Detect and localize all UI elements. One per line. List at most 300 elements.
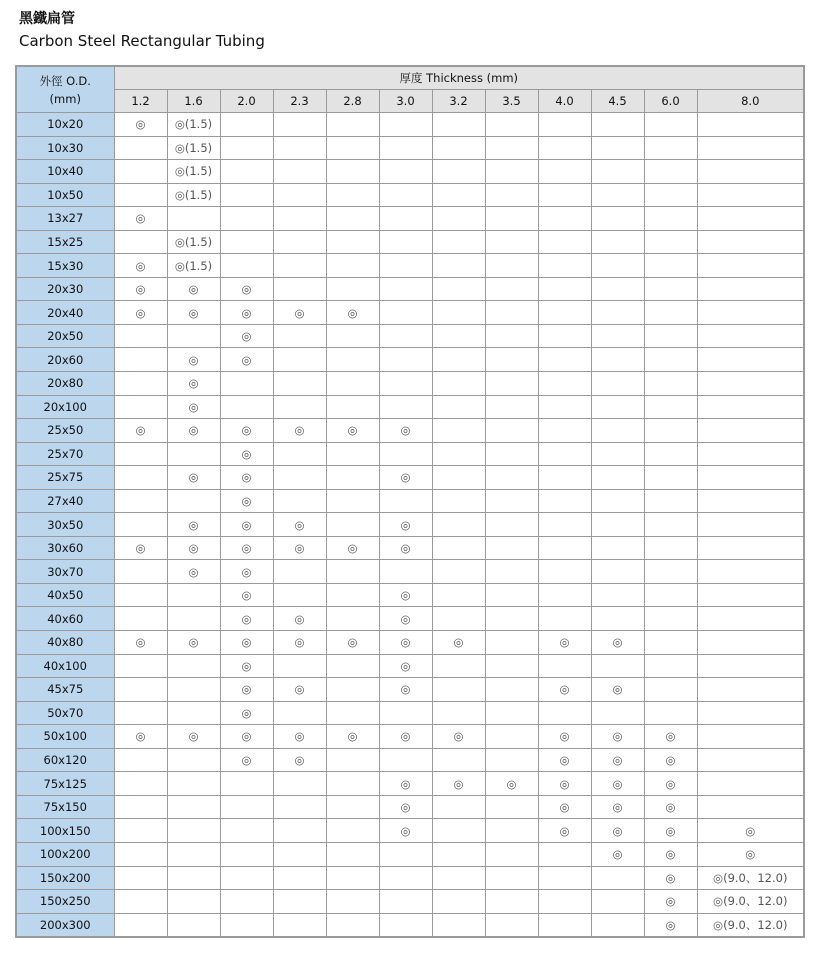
empty-cell bbox=[485, 536, 538, 560]
table-row bbox=[16, 819, 804, 843]
thickness-column-header: 3.5 bbox=[485, 90, 538, 113]
empty-cell bbox=[591, 113, 644, 137]
availability-mark: ◎(9.0、12.0) bbox=[697, 890, 804, 914]
empty-cell bbox=[432, 395, 485, 419]
availability-mark: ◎ bbox=[273, 536, 326, 560]
empty-cell bbox=[432, 230, 485, 254]
table-row bbox=[16, 654, 804, 678]
empty-cell bbox=[273, 324, 326, 348]
empty-cell bbox=[591, 183, 644, 207]
table-row bbox=[16, 536, 804, 560]
empty-cell bbox=[644, 277, 697, 301]
table-row bbox=[16, 701, 804, 725]
availability-mark: ◎ bbox=[644, 819, 697, 843]
empty-cell bbox=[167, 890, 220, 914]
table-body bbox=[16, 113, 804, 937]
availability-mark: ◎ bbox=[220, 725, 273, 749]
empty-cell bbox=[697, 560, 804, 584]
empty-cell bbox=[379, 372, 432, 396]
empty-cell bbox=[432, 701, 485, 725]
empty-cell bbox=[538, 442, 591, 466]
empty-cell bbox=[644, 442, 697, 466]
empty-cell bbox=[591, 866, 644, 890]
empty-cell bbox=[697, 372, 804, 396]
empty-cell bbox=[432, 866, 485, 890]
empty-cell bbox=[591, 654, 644, 678]
empty-cell bbox=[326, 466, 379, 490]
availability-mark: ◎ bbox=[644, 772, 697, 796]
empty-cell bbox=[114, 324, 167, 348]
empty-cell bbox=[379, 207, 432, 231]
empty-cell bbox=[114, 513, 167, 537]
empty-cell bbox=[485, 348, 538, 372]
availability-mark: ◎ bbox=[326, 631, 379, 655]
empty-cell bbox=[379, 113, 432, 137]
availability-mark: ◎ bbox=[591, 795, 644, 819]
empty-cell bbox=[538, 560, 591, 584]
empty-cell bbox=[485, 583, 538, 607]
empty-cell bbox=[379, 254, 432, 278]
empty-cell bbox=[114, 607, 167, 631]
empty-cell bbox=[538, 583, 591, 607]
empty-cell bbox=[644, 631, 697, 655]
empty-cell bbox=[167, 678, 220, 702]
empty-cell bbox=[114, 748, 167, 772]
table-row bbox=[16, 913, 804, 937]
empty-cell bbox=[326, 372, 379, 396]
empty-cell bbox=[538, 207, 591, 231]
empty-cell bbox=[644, 324, 697, 348]
od-cell: 20x50 bbox=[16, 324, 114, 348]
od-cell: 45x75 bbox=[16, 678, 114, 702]
thickness-column-header: 1.2 bbox=[114, 90, 167, 113]
empty-cell bbox=[697, 207, 804, 231]
empty-cell bbox=[485, 678, 538, 702]
empty-cell bbox=[273, 560, 326, 584]
empty-cell bbox=[273, 466, 326, 490]
availability-mark: ◎ bbox=[220, 560, 273, 584]
empty-cell bbox=[273, 654, 326, 678]
empty-cell bbox=[220, 113, 273, 137]
empty-cell bbox=[538, 324, 591, 348]
empty-cell bbox=[485, 183, 538, 207]
empty-cell bbox=[273, 136, 326, 160]
empty-cell bbox=[697, 348, 804, 372]
empty-cell bbox=[485, 301, 538, 325]
empty-cell bbox=[538, 654, 591, 678]
empty-cell bbox=[379, 842, 432, 866]
empty-cell bbox=[220, 913, 273, 937]
availability-mark: ◎ bbox=[167, 301, 220, 325]
empty-cell bbox=[538, 913, 591, 937]
availability-mark: ◎ bbox=[538, 795, 591, 819]
empty-cell bbox=[538, 536, 591, 560]
empty-cell bbox=[591, 324, 644, 348]
empty-cell bbox=[220, 136, 273, 160]
od-cell: 10x20 bbox=[16, 113, 114, 137]
od-cell: 50x100 bbox=[16, 725, 114, 749]
empty-cell bbox=[485, 748, 538, 772]
empty-cell bbox=[432, 113, 485, 137]
empty-cell bbox=[591, 513, 644, 537]
empty-cell bbox=[591, 160, 644, 184]
availability-mark: ◎ bbox=[538, 748, 591, 772]
empty-cell bbox=[591, 890, 644, 914]
empty-cell bbox=[538, 160, 591, 184]
od-cell: 100x150 bbox=[16, 819, 114, 843]
empty-cell bbox=[644, 513, 697, 537]
availability-mark: ◎ bbox=[114, 207, 167, 231]
thickness-column-header: 8.0 bbox=[697, 90, 804, 113]
table-header bbox=[16, 66, 804, 113]
empty-cell bbox=[432, 254, 485, 278]
availability-mark: ◎ bbox=[591, 842, 644, 866]
empty-cell bbox=[326, 160, 379, 184]
availability-mark: ◎ bbox=[220, 442, 273, 466]
empty-cell bbox=[432, 419, 485, 443]
empty-cell bbox=[326, 772, 379, 796]
empty-cell bbox=[326, 348, 379, 372]
table-row bbox=[16, 772, 804, 796]
table-row bbox=[16, 631, 804, 655]
empty-cell bbox=[644, 560, 697, 584]
table-row bbox=[16, 748, 804, 772]
empty-cell bbox=[432, 536, 485, 560]
availability-mark: ◎ bbox=[538, 725, 591, 749]
thickness-column-header: 2.3 bbox=[273, 90, 326, 113]
empty-cell bbox=[591, 913, 644, 937]
od-cell: 30x50 bbox=[16, 513, 114, 537]
empty-cell bbox=[485, 725, 538, 749]
od-cell: 75x150 bbox=[16, 795, 114, 819]
empty-cell bbox=[273, 489, 326, 513]
empty-cell bbox=[432, 819, 485, 843]
table-row bbox=[16, 513, 804, 537]
empty-cell bbox=[485, 207, 538, 231]
empty-cell bbox=[220, 842, 273, 866]
empty-cell bbox=[538, 842, 591, 866]
availability-mark: ◎ bbox=[167, 277, 220, 301]
empty-cell bbox=[167, 207, 220, 231]
od-cell: 10x30 bbox=[16, 136, 114, 160]
empty-cell bbox=[273, 442, 326, 466]
empty-cell bbox=[326, 748, 379, 772]
availability-mark: ◎ bbox=[220, 654, 273, 678]
availability-mark: ◎(9.0、12.0) bbox=[697, 866, 804, 890]
empty-cell bbox=[697, 489, 804, 513]
empty-cell bbox=[644, 207, 697, 231]
empty-cell bbox=[697, 442, 804, 466]
empty-cell bbox=[591, 419, 644, 443]
availability-mark: ◎ bbox=[538, 819, 591, 843]
od-cell: 150x200 bbox=[16, 866, 114, 890]
table-row bbox=[16, 583, 804, 607]
thickness-column-header: 3.0 bbox=[379, 90, 432, 113]
empty-cell bbox=[167, 654, 220, 678]
availability-mark: ◎ bbox=[220, 583, 273, 607]
empty-cell bbox=[273, 866, 326, 890]
availability-mark: ◎ bbox=[273, 607, 326, 631]
empty-cell bbox=[167, 701, 220, 725]
empty-cell bbox=[220, 795, 273, 819]
availability-mark: ◎ bbox=[273, 419, 326, 443]
empty-cell bbox=[114, 395, 167, 419]
empty-cell bbox=[485, 160, 538, 184]
availability-mark: ◎ bbox=[114, 277, 167, 301]
empty-cell bbox=[644, 301, 697, 325]
empty-cell bbox=[485, 795, 538, 819]
availability-mark: ◎ bbox=[379, 536, 432, 560]
empty-cell bbox=[644, 254, 697, 278]
title-chinese: 黑鐵扁管 bbox=[19, 11, 75, 27]
empty-cell bbox=[485, 466, 538, 490]
empty-cell bbox=[485, 560, 538, 584]
availability-mark: ◎ bbox=[538, 631, 591, 655]
availability-mark: ◎ bbox=[167, 536, 220, 560]
availability-mark: ◎ bbox=[326, 536, 379, 560]
empty-cell bbox=[538, 372, 591, 396]
empty-cell bbox=[538, 395, 591, 419]
empty-cell bbox=[644, 583, 697, 607]
spec-table bbox=[15, 65, 805, 938]
empty-cell bbox=[114, 560, 167, 584]
empty-cell bbox=[485, 842, 538, 866]
table-row bbox=[16, 607, 804, 631]
empty-cell bbox=[644, 678, 697, 702]
empty-cell bbox=[591, 348, 644, 372]
availability-mark: ◎ bbox=[220, 607, 273, 631]
od-cell: 100x200 bbox=[16, 842, 114, 866]
empty-cell bbox=[326, 607, 379, 631]
empty-cell bbox=[591, 466, 644, 490]
empty-cell bbox=[167, 583, 220, 607]
empty-cell bbox=[644, 230, 697, 254]
od-cell: 15x30 bbox=[16, 254, 114, 278]
empty-cell bbox=[379, 701, 432, 725]
table-row bbox=[16, 183, 804, 207]
empty-cell bbox=[644, 395, 697, 419]
empty-cell bbox=[591, 442, 644, 466]
empty-cell bbox=[379, 560, 432, 584]
empty-cell bbox=[326, 866, 379, 890]
availability-mark: ◎ bbox=[326, 725, 379, 749]
empty-cell bbox=[697, 183, 804, 207]
od-cell: 40x80 bbox=[16, 631, 114, 655]
empty-cell bbox=[644, 466, 697, 490]
empty-cell bbox=[697, 725, 804, 749]
availability-mark: ◎ bbox=[273, 301, 326, 325]
availability-mark: ◎ bbox=[538, 678, 591, 702]
empty-cell bbox=[114, 866, 167, 890]
empty-cell bbox=[114, 466, 167, 490]
empty-cell bbox=[697, 419, 804, 443]
empty-cell bbox=[697, 772, 804, 796]
empty-cell bbox=[167, 795, 220, 819]
empty-cell bbox=[326, 890, 379, 914]
empty-cell bbox=[326, 442, 379, 466]
availability-mark: ◎ bbox=[379, 678, 432, 702]
availability-mark: ◎ bbox=[114, 254, 167, 278]
empty-cell bbox=[114, 890, 167, 914]
empty-cell bbox=[644, 536, 697, 560]
availability-mark: ◎ bbox=[379, 607, 432, 631]
empty-cell bbox=[538, 348, 591, 372]
empty-cell bbox=[697, 277, 804, 301]
empty-cell bbox=[591, 583, 644, 607]
availability-mark: ◎ bbox=[114, 725, 167, 749]
table-row bbox=[16, 678, 804, 702]
od-cell: 25x50 bbox=[16, 419, 114, 443]
empty-cell bbox=[114, 795, 167, 819]
table-row bbox=[16, 372, 804, 396]
empty-cell bbox=[485, 513, 538, 537]
empty-cell bbox=[538, 254, 591, 278]
empty-cell bbox=[167, 607, 220, 631]
empty-cell bbox=[114, 372, 167, 396]
empty-cell bbox=[379, 301, 432, 325]
od-cell: 25x70 bbox=[16, 442, 114, 466]
od-cell: 30x60 bbox=[16, 536, 114, 560]
empty-cell bbox=[485, 819, 538, 843]
empty-cell bbox=[114, 136, 167, 160]
empty-cell bbox=[326, 795, 379, 819]
empty-cell bbox=[379, 183, 432, 207]
availability-mark: ◎ bbox=[379, 466, 432, 490]
empty-cell bbox=[697, 654, 804, 678]
empty-cell bbox=[485, 607, 538, 631]
availability-mark: ◎ bbox=[644, 725, 697, 749]
empty-cell bbox=[538, 419, 591, 443]
empty-cell bbox=[326, 583, 379, 607]
empty-cell bbox=[697, 160, 804, 184]
empty-cell bbox=[273, 372, 326, 396]
empty-cell bbox=[538, 301, 591, 325]
empty-cell bbox=[697, 324, 804, 348]
availability-mark: ◎ bbox=[644, 842, 697, 866]
table-row bbox=[16, 795, 804, 819]
table-row bbox=[16, 277, 804, 301]
table-row bbox=[16, 419, 804, 443]
empty-cell bbox=[591, 136, 644, 160]
od-cell: 10x50 bbox=[16, 183, 114, 207]
availability-mark: ◎ bbox=[591, 748, 644, 772]
empty-cell bbox=[432, 183, 485, 207]
table-row bbox=[16, 160, 804, 184]
empty-cell bbox=[644, 607, 697, 631]
thickness-column-header: 2.8 bbox=[326, 90, 379, 113]
availability-mark: ◎ bbox=[432, 725, 485, 749]
empty-cell bbox=[485, 701, 538, 725]
empty-cell bbox=[538, 136, 591, 160]
thickness-columns-row bbox=[16, 90, 804, 113]
empty-cell bbox=[432, 748, 485, 772]
empty-cell bbox=[273, 254, 326, 278]
availability-mark: ◎ bbox=[591, 725, 644, 749]
od-cell: 20x40 bbox=[16, 301, 114, 325]
thickness-column-header: 3.2 bbox=[432, 90, 485, 113]
empty-cell bbox=[485, 395, 538, 419]
empty-cell bbox=[485, 890, 538, 914]
empty-cell bbox=[485, 866, 538, 890]
empty-cell bbox=[432, 489, 485, 513]
empty-cell bbox=[432, 324, 485, 348]
empty-cell bbox=[167, 442, 220, 466]
od-cell: 20x30 bbox=[16, 277, 114, 301]
empty-cell bbox=[114, 842, 167, 866]
empty-cell bbox=[326, 254, 379, 278]
od-cell: 20x60 bbox=[16, 348, 114, 372]
empty-cell bbox=[379, 230, 432, 254]
empty-cell bbox=[114, 183, 167, 207]
empty-cell bbox=[326, 183, 379, 207]
availability-mark: ◎ bbox=[591, 631, 644, 655]
table-row bbox=[16, 254, 804, 278]
empty-cell bbox=[220, 372, 273, 396]
empty-cell bbox=[273, 795, 326, 819]
empty-cell bbox=[697, 678, 804, 702]
empty-cell bbox=[167, 913, 220, 937]
od-header-line2: (mm) bbox=[49, 91, 81, 106]
availability-mark: ◎ bbox=[114, 419, 167, 443]
empty-cell bbox=[114, 819, 167, 843]
empty-cell bbox=[273, 913, 326, 937]
empty-cell bbox=[167, 842, 220, 866]
availability-mark: ◎ bbox=[220, 631, 273, 655]
od-cell: 40x100 bbox=[16, 654, 114, 678]
empty-cell bbox=[432, 301, 485, 325]
availability-mark: ◎ bbox=[220, 419, 273, 443]
empty-cell bbox=[326, 136, 379, 160]
availability-mark: ◎ bbox=[167, 372, 220, 396]
empty-cell bbox=[591, 301, 644, 325]
empty-cell bbox=[485, 442, 538, 466]
empty-cell bbox=[326, 489, 379, 513]
table-row bbox=[16, 113, 804, 137]
empty-cell bbox=[326, 230, 379, 254]
availability-mark: ◎ bbox=[591, 678, 644, 702]
availability-mark: ◎ bbox=[273, 631, 326, 655]
empty-cell bbox=[485, 913, 538, 937]
availability-mark: ◎ bbox=[485, 772, 538, 796]
empty-cell bbox=[220, 254, 273, 278]
availability-mark: ◎ bbox=[220, 348, 273, 372]
empty-cell bbox=[432, 560, 485, 584]
empty-cell bbox=[538, 890, 591, 914]
empty-cell bbox=[432, 678, 485, 702]
empty-cell bbox=[644, 136, 697, 160]
empty-cell bbox=[220, 183, 273, 207]
empty-cell bbox=[167, 324, 220, 348]
empty-cell bbox=[326, 324, 379, 348]
od-header-line1: 外徑 O.D. bbox=[39, 73, 91, 88]
empty-cell bbox=[379, 890, 432, 914]
empty-cell bbox=[591, 560, 644, 584]
empty-cell bbox=[273, 583, 326, 607]
od-cell: 30x70 bbox=[16, 560, 114, 584]
empty-cell bbox=[114, 583, 167, 607]
empty-cell bbox=[220, 819, 273, 843]
empty-cell bbox=[326, 277, 379, 301]
empty-cell bbox=[697, 466, 804, 490]
empty-cell bbox=[220, 890, 273, 914]
empty-cell bbox=[591, 701, 644, 725]
availability-mark: ◎ bbox=[220, 466, 273, 490]
table-row bbox=[16, 230, 804, 254]
od-cell: 20x80 bbox=[16, 372, 114, 396]
table-row bbox=[16, 348, 804, 372]
empty-cell bbox=[379, 489, 432, 513]
empty-cell bbox=[379, 395, 432, 419]
